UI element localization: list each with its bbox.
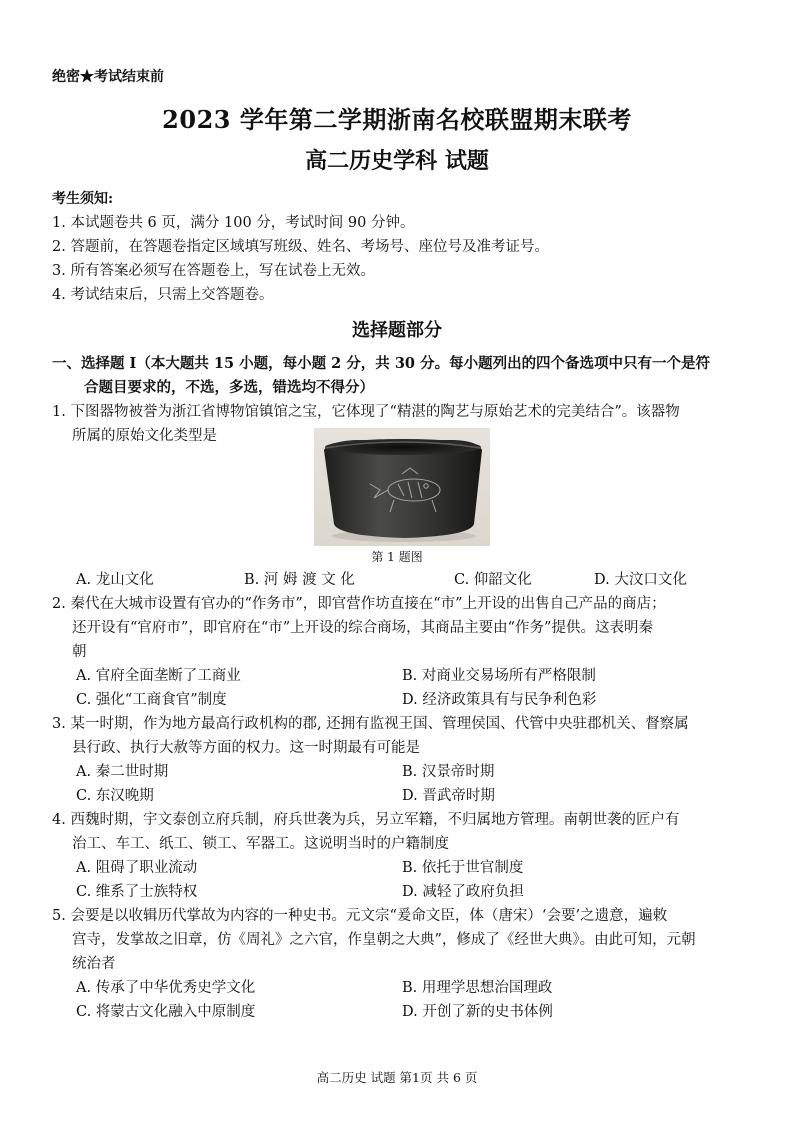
q4-option-b[interactable]: B. 依托于世官制度	[402, 860, 524, 876]
q2-option-c[interactable]: C. 强化“工商食官”制度	[76, 692, 227, 708]
note-item: 3. 所有答案必须写在答题卷上，写在试卷上无效。	[52, 263, 375, 279]
note-item: 4. 考试结束后，只需上交答题卷。	[52, 287, 274, 303]
q2-option-b[interactable]: B. 对商业交易场所有严格限制	[402, 668, 596, 684]
q2-option-a[interactable]: A. 官府全面垄断了工商业	[76, 668, 241, 684]
note-item: 2. 答题前，在答题卷指定区域填写班级、姓名、考场号、座位号及准考证号。	[52, 239, 549, 255]
question-4-stem-cont: 治工、车工、纸工、锁工、军器工。这说明当时的户籍制度	[72, 836, 449, 852]
confidential-label: 绝密★考试结束前	[52, 69, 164, 85]
figure-caption: 第 1 题图	[371, 550, 423, 564]
question-2-stem-cont: 还开设有“官府市”，即官府在“市”上开设的综合商场，其商品主要由“作务”提供。这表明秦	[72, 620, 653, 636]
q3-option-d[interactable]: D. 晋武帝时期	[402, 788, 495, 804]
q5-option-d[interactable]: D. 开创了新的史书体例	[402, 1004, 553, 1020]
q5-option-b[interactable]: B. 用理学思想治国理政	[402, 980, 553, 996]
question-5-stem-cont: 宫寺，发掌故之旧章，仿《周礼》之六官，作皇朝之大典”，修成了《经世大典》。由此可知，元朝	[72, 932, 696, 948]
question-4-stem: 4. 西魏时期，宇文泰创立府兵制，府兵世袭为兵，另立军籍，不归属地方管理。南朝世袭的匠户有	[52, 812, 680, 828]
part1-instructions-cont: 合题目要求的，不选，多选，错选均不得分）	[84, 379, 374, 396]
q4-option-d[interactable]: D. 减轻了政府负担	[402, 884, 524, 900]
part1-instructions: 一、选择题 I（本大题共 15 小题，每小题 2 分，共 30 分。每小题列出的四个备选项中只有一个是符	[52, 355, 711, 372]
q1-option-b[interactable]: B. 河 姆 渡 文 化	[244, 572, 355, 588]
q1-option-d[interactable]: D. 大汶口文化	[594, 572, 687, 588]
pottery-bowl-image	[314, 428, 490, 546]
question-5-stem-cont: 统治者	[72, 956, 116, 972]
q4-option-c[interactable]: C. 维系了士族特权	[76, 884, 198, 900]
q2-option-d[interactable]: D. 经济政策具有与民争利色彩	[402, 692, 597, 708]
page-footer: 高二历史 试题 第1页 共 6 页	[316, 1070, 478, 1085]
question-5-stem: 5. 会要是以收辑历代掌故为内容的一种史书。元文宗“爰命文臣，体（唐宋）‘会要’之遗意，遍敕	[52, 908, 668, 924]
question-1-stem-cont: 所属的原始文化类型是	[72, 428, 217, 444]
q5-option-a[interactable]: A. 传承了中华优秀史学文化	[76, 980, 256, 996]
exam-title: 2023 学年第二学期浙南名校联盟期末联考	[162, 105, 632, 134]
question-2-stem: 2. 秦代在大城市设置有官办的“作务市”，即官营作坊直接在“市”上开设的出售自己产品的商店；	[52, 596, 666, 612]
q1-option-c[interactable]: C. 仰韶文化	[454, 572, 532, 588]
section-title: 选择题部分	[352, 320, 442, 341]
q5-option-c[interactable]: C. 将蒙古文化融入中原制度	[76, 1004, 256, 1020]
notes-heading: 考生须知:	[52, 191, 114, 207]
question-3-stem: 3. 某一时期，作为地方最高行政机构的郡, 还拥有监视王国、管理侯国、代管中央驻郡机关、督察属	[52, 716, 689, 732]
q3-option-a[interactable]: A. 秦二世时期	[76, 764, 169, 780]
q3-option-c[interactable]: C. 东汉晚期	[76, 788, 154, 804]
question-1-stem: 1. 下图器物被誉为浙江省博物馆镇馆之宝，它体现了“精湛的陶艺与原始艺术的完美结合”。该器物	[52, 404, 680, 420]
exam-subtitle: 高二历史学科 试题	[305, 148, 489, 174]
q4-option-a[interactable]: A. 阻碍了职业流动	[76, 860, 198, 876]
q3-option-b[interactable]: B. 汉景帝时期	[402, 764, 495, 780]
q1-option-a[interactable]: A. 龙山文化	[76, 572, 154, 588]
question-3-stem-cont: 县行政、执行大赦等方面的权力。这一时期最有可能是	[72, 740, 420, 756]
note-item: 1. 本试题卷共 6 页，满分 100 分，考试时间 90 分钟。	[52, 215, 415, 231]
question-2-stem-cont: 朝	[72, 644, 87, 660]
